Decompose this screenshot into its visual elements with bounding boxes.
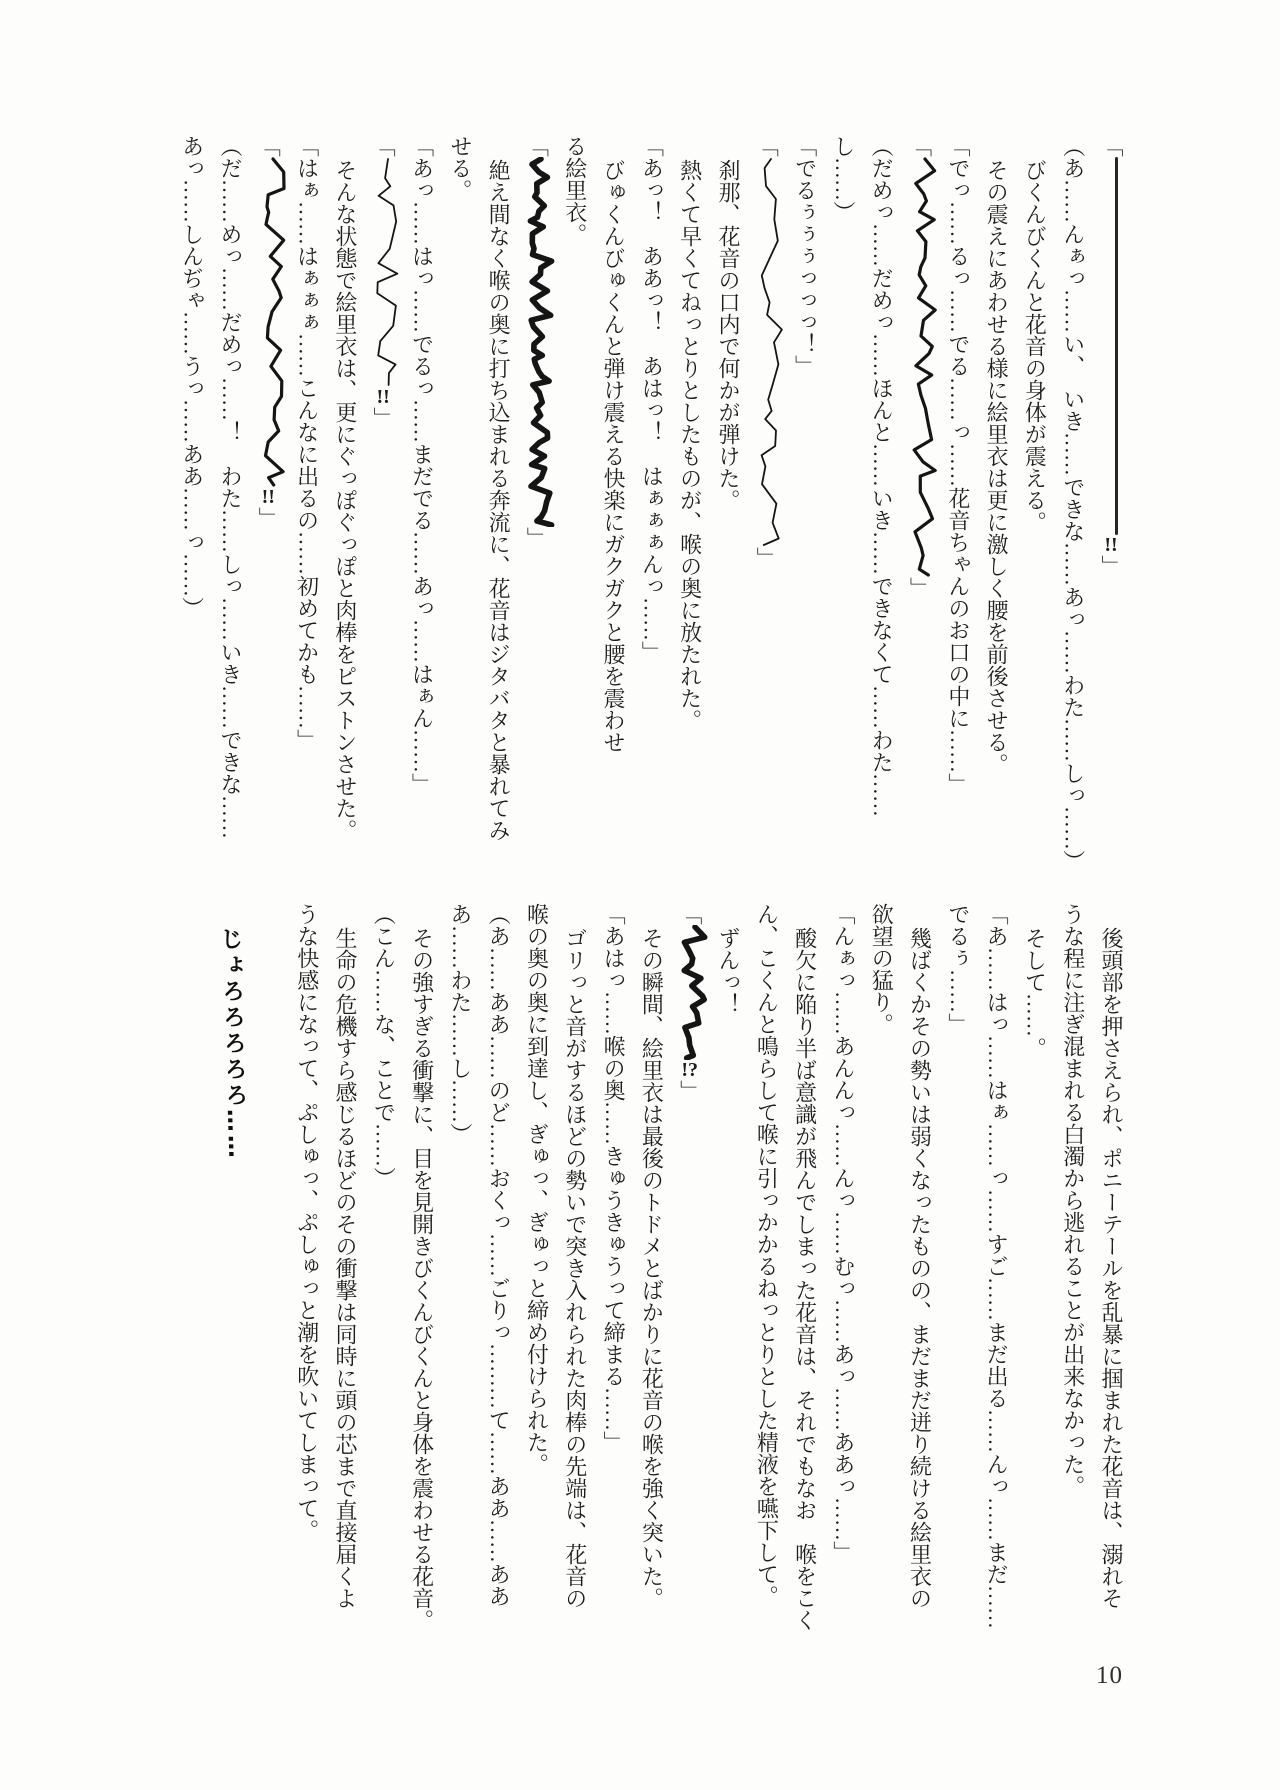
quote-open-bracket: 「 [754, 135, 780, 157]
text-column: 「あっ！ ああっ！ あはっ！ はぁぁぁんっ……」 [639, 135, 665, 663]
illegible-scrawl-icon [911, 157, 939, 577]
text-column: 後頭部を押さえられ、ポニーテールを乱暴に掴まれた花音は、溺れそ [1099, 927, 1124, 1609]
illegible-scrawl-icon [681, 925, 709, 1060]
text-column: 喉の奥の奥に到達し、ぎゅっ、ぎゅっと締め付けられた。 [524, 903, 550, 1475]
long-dash-line [1115, 157, 1118, 535]
scribble-shout-column [747, 135, 785, 890]
handwritten-sfx-column: じょろろろろろ…… [216, 926, 250, 1161]
text-column: あっ……しんぢゃ……うっ……ああ……っ……） [179, 135, 205, 619]
scribble-shout-column [900, 135, 938, 890]
scribble-shout-column [364, 135, 402, 890]
quote-open-bracket: 「 [371, 135, 397, 157]
quote-open-bracket: 「 [1099, 135, 1124, 157]
top-text-block [168, 135, 1130, 890]
illegible-scrawl-icon [374, 157, 402, 387]
text-column: る絵里衣。 [562, 135, 588, 245]
text-column: 「でっ……るっ……でる……っ……花音ちゃんのお口の中に……」 [945, 135, 971, 795]
text-column: 「でるぅぅぅっっっ！」 [792, 135, 818, 377]
quote-open-bracket: 「 [524, 135, 550, 157]
scribble-shout-column [249, 135, 287, 890]
scribble-shout-column [670, 903, 708, 1668]
exclamation-marks: !! [376, 387, 390, 407]
scream-dash-column [1092, 135, 1130, 890]
quote-close-bracket: 」 [371, 407, 397, 429]
quote-close-bracket: 」 [677, 1080, 703, 1102]
text-column: 熱くて早くてねっとりとしたものが、喉の奥に放たれた。 [677, 159, 703, 731]
quote-close-bracket: 」 [907, 577, 933, 599]
text-column: その強すぎる衝撃に、目を見開きびくんびくんと身体を震わせる花音。 [409, 927, 435, 1631]
text-column: （だ……めっ……だめっ……！ わた……しっ……いき……できな…… [217, 135, 243, 839]
text-column: びゅくんびゅくんと弾け震える快楽にガクガクと腰を震わせ [601, 159, 627, 753]
exclamation-marks: !? [681, 1060, 699, 1080]
text-column: （こん……な、ことで……） [371, 903, 397, 1189]
scribble-shout-column [517, 135, 555, 890]
quote-open-bracket: 「 [256, 135, 282, 157]
illegible-scrawl-icon [259, 157, 287, 487]
text-column: 「んぁっ……あんんっ……んっ……むっ……あっ……ああっ……」 [830, 903, 856, 1563]
text-column: （だめっ……だめっ……ほんと……いき……できなくて……わた…… [869, 135, 895, 817]
text-column: 「はぁ……はぁぁぁ……こんなに出るの……初めてかも……」 [294, 135, 320, 751]
text-column: 「あ……はっ……はぁ……っ……すご……まだ出る……んっ……まだ…… [984, 903, 1010, 1629]
quote-open-bracket: 「 [907, 135, 933, 157]
text-column: その震えにあわせる様に絵里衣は更に激しく腰を前後させる。 [984, 159, 1010, 775]
exclamation-marks: !! [261, 487, 275, 507]
text-column: せる。 [447, 135, 473, 201]
text-column: びくんびくんと花音の身体が震える。 [1022, 159, 1048, 533]
text-column: 欲望の猛り。 [869, 903, 895, 1035]
text-column: 絶え間なく喉の奥に打ち込まれる奔流に、花音はジタバタと暴れてみ [486, 159, 512, 841]
quote-close-bracket: 」 [1099, 555, 1124, 577]
bottom-text-block [216, 903, 1130, 1668]
text-column: 「あはっ……喉の奥……きゅうきゅうって締まる……」 [601, 903, 627, 1453]
quote-close-bracket: 」 [754, 547, 780, 569]
text-column: （あ……んぁっ……い、 いき……できな……あっ……わた……しっ……） [1060, 135, 1086, 872]
text-column: 刹那、花音の口内で何かが弾けた。 [715, 159, 741, 511]
text-column: （あ……ああ……のど……おくっ……ごりっ………て……ああ……ああ [486, 903, 512, 1607]
text-column: そんな状態で絵里衣は、更にぐっぽぐっぽと肉棒をピストンさせた。 [332, 159, 358, 841]
text-column: うな快感になって、ぷしゅっ、ぷしゅっと潮を吹いてしまって。 [294, 903, 320, 1541]
exclamation-marks: !! [1104, 535, 1118, 555]
text-column: し……） [830, 135, 856, 223]
page-number: 10 [1096, 1662, 1123, 1689]
illegible-scrawl-icon [757, 157, 785, 547]
text-column: その瞬間、絵里衣は最後のトドメとばかりに花音の喉を強く突いた。 [639, 927, 665, 1609]
text-column: 生命の危機すら感じるほどのその衝撃は同時に頭の芯まで直接届くよ [333, 927, 359, 1609]
quote-close-bracket: 」 [524, 527, 550, 549]
text-column: でるぅ……」 [945, 903, 971, 1035]
text-column: ずんっ！ [716, 927, 742, 1015]
text-column: そして……。 [1022, 927, 1048, 1059]
text-column: ゴリっと音がするほどの勢いで突き入れられた肉棒の先端は、花音の [562, 927, 588, 1609]
text-column: あ……わた……し……） [447, 903, 473, 1145]
text-column: うな程に注ぎ混まれる白濁から逃れることが出来なかった。 [1060, 903, 1086, 1497]
text-column: 「あっ……はっ……でるっ……まだでる……あっ……はぁん……」 [409, 135, 435, 795]
text-column: ん、こくんと鳴らして喉に引っかかるねっとりとした精液を嚥下して。 [754, 903, 780, 1607]
illegible-scrawl-icon [527, 157, 555, 527]
quote-open-bracket: 「 [677, 903, 703, 925]
text-column: 幾ばくかその勢いは弱くなったものの、まだまだ迸り続ける絵里衣の [907, 927, 933, 1609]
text-column: 酸欠に陥り半ば意識が飛んでしまった花音は、それでもなお 喉をこく [792, 927, 818, 1631]
quote-close-bracket: 」 [256, 507, 282, 529]
